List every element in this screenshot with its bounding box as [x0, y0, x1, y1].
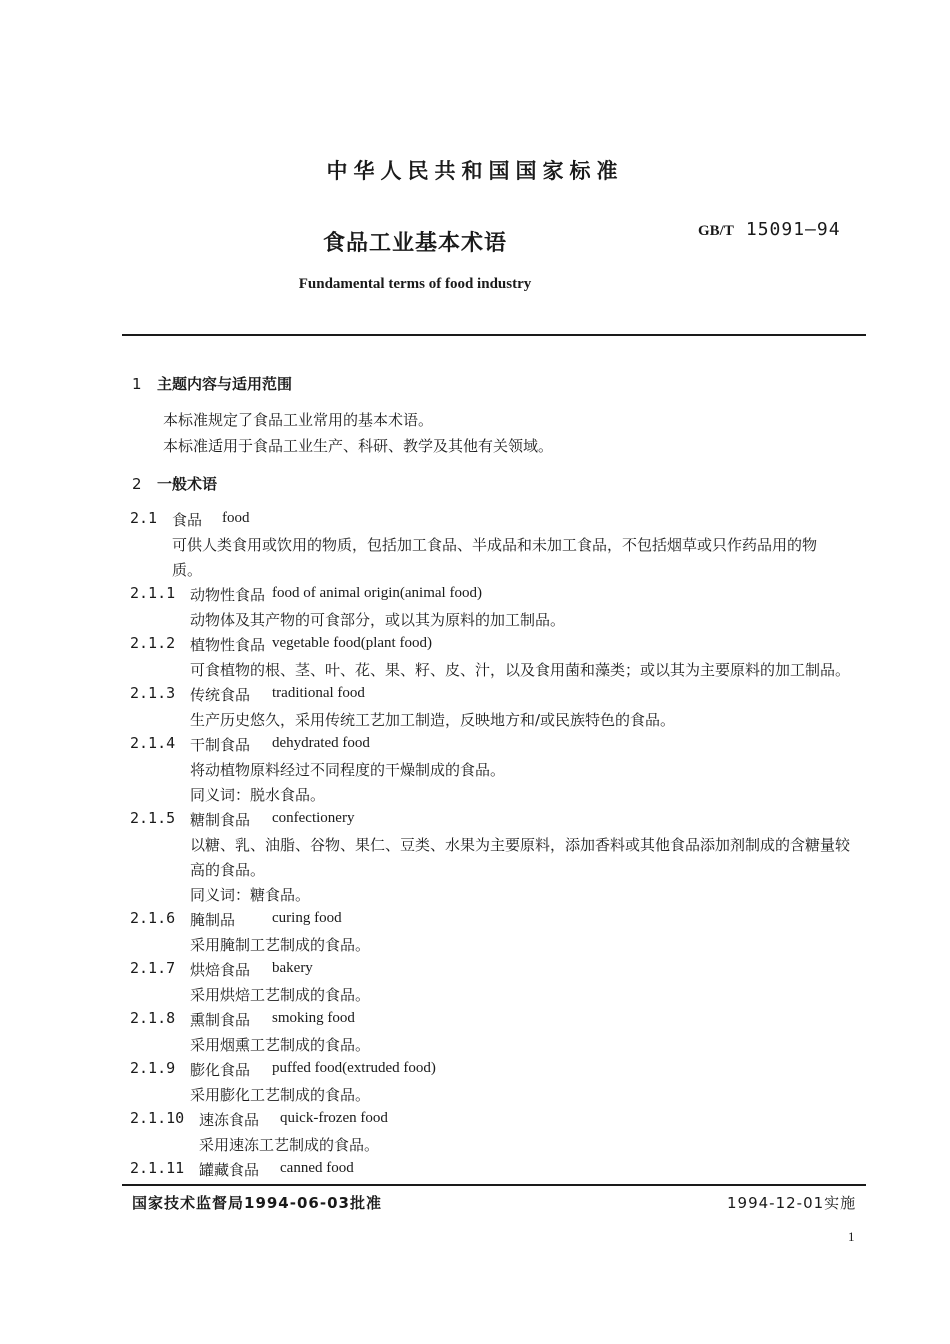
section-1-paragraph: 本标准规定了食品工业常用的基本术语。 [163, 411, 434, 429]
term-definition-line: 采用速冻工艺制成的食品。 [199, 1136, 380, 1154]
term-name-en: bakery [272, 960, 313, 976]
term-name-zh: 干制食品 [190, 736, 251, 754]
term-number: 2.1.4 [130, 734, 176, 752]
term-definition-line: 采用烟熏工艺制成的食品。 [190, 1036, 371, 1054]
document-title-en: Fundamental terms of food industry [298, 276, 532, 292]
term-name-zh: 传统食品 [190, 686, 251, 704]
term-definition-line: 采用腌制工艺制成的食品。 [190, 936, 371, 954]
term-definition-line: 生产历史悠久，采用传统工艺加工制造，反映地方和/或民族特色的食品。 [190, 711, 676, 729]
standard-prefix: GB/T [698, 223, 734, 239]
term-definition-line: 采用烘焙工艺制成的食品。 [190, 986, 371, 1004]
term-name-en: food of animal origin(animal food) [272, 585, 482, 601]
document-title-zh: 食品工业基本术语 [322, 231, 507, 256]
term-name-zh: 腌制品 [190, 911, 236, 929]
term-definition-line: 可供人类食用或饮用的物质，包括加工食品、半成品和未加工食品，不包括烟草或只作药品用的物 [172, 536, 818, 554]
term-name-zh: 速冻食品 [199, 1111, 260, 1129]
header-divider [122, 334, 866, 336]
term-name-en: curing food [272, 910, 342, 926]
footer-divider [122, 1184, 866, 1186]
term-number: 2.1.2 [130, 634, 176, 652]
term-name-zh: 罐藏食品 [199, 1161, 260, 1179]
term-name-en: vegetable food(plant food) [272, 635, 432, 651]
term-name-zh: 膨化食品 [190, 1061, 251, 1079]
term-number: 2.1.3 [130, 684, 176, 702]
term-number: 2.1.8 [130, 1009, 176, 1027]
term-name-zh: 植物性食品 [190, 636, 266, 654]
term-definition-line: 动物体及其产物的可食部分，或以其为原料的加工制品。 [190, 611, 566, 629]
term-number: 2.1.1 [130, 584, 176, 602]
term-number: 2.1 [130, 509, 158, 527]
term-definition-line: 同义词：脱水食品。 [190, 786, 326, 804]
term-number: 2.1.5 [130, 809, 176, 827]
term-name-en: puffed food(extruded food) [272, 1060, 436, 1076]
section-number: 1 [132, 375, 142, 393]
term-definition-line: 将动植物原料经过不同程度的干燥制成的食品。 [190, 761, 506, 779]
term-name-en: food [222, 510, 250, 526]
term-name-zh: 熏制食品 [190, 1011, 251, 1029]
term-number: 2.1.7 [130, 959, 176, 977]
section-number: 2 [132, 475, 142, 493]
term-name-en: canned food [280, 1160, 354, 1176]
standard-number: 15091—94 [745, 219, 841, 240]
national-standard-heading: 中华人民共和国国家标准 [326, 159, 624, 183]
term-name-zh: 食品 [172, 511, 203, 529]
term-number: 2.1.10 [130, 1109, 185, 1127]
term-name-zh: 糖制食品 [190, 811, 251, 829]
term-definition-line: 质。 [172, 561, 203, 579]
term-number: 2.1.6 [130, 909, 176, 927]
term-name-en: smoking food [272, 1010, 355, 1026]
term-definition-line: 采用膨化工艺制成的食品。 [190, 1086, 371, 1104]
section-2-heading [132, 473, 217, 494]
approval-notice: 国家技术监督局1994-06-03批准 [132, 1194, 382, 1212]
term-name-en: dehydrated food [272, 735, 370, 751]
term-name-en: quick-frozen food [280, 1110, 388, 1126]
page-number: 1 [848, 1229, 855, 1244]
term-definition-line: 可食植物的根、茎、叶、花、果、籽、皮、汁，以及食用菌和藻类；或以其为主要原料的加工制品。 [190, 661, 851, 679]
section-title: 一般术语 [157, 475, 218, 493]
section-title: 主题内容与适用范围 [157, 375, 293, 393]
standard-code [698, 219, 841, 240]
term-definition-line: 高的食品。 [190, 861, 266, 879]
term-number: 2.1.11 [130, 1159, 185, 1177]
term-name-en: confectionery [272, 810, 355, 826]
term-name-zh: 烘焙食品 [190, 961, 251, 979]
term-definition-line: 同义词：糖食品。 [190, 886, 311, 904]
term-name-en: traditional food [272, 685, 365, 701]
term-definition-line: 以糖、乳、油脂、谷物、果仁、豆类、水果为主要原料，添加香料或其他食品添加剂制成的含糖量较 [190, 836, 851, 854]
section-1-paragraph: 本标准适用于食品工业生产、科研、教学及其他有关领域。 [163, 437, 554, 455]
implementation-date: 1994-12-01实施 [727, 1194, 857, 1212]
term-name-zh: 动物性食品 [190, 586, 266, 604]
term-number: 2.1.9 [130, 1059, 176, 1077]
section-1-heading [132, 373, 292, 394]
